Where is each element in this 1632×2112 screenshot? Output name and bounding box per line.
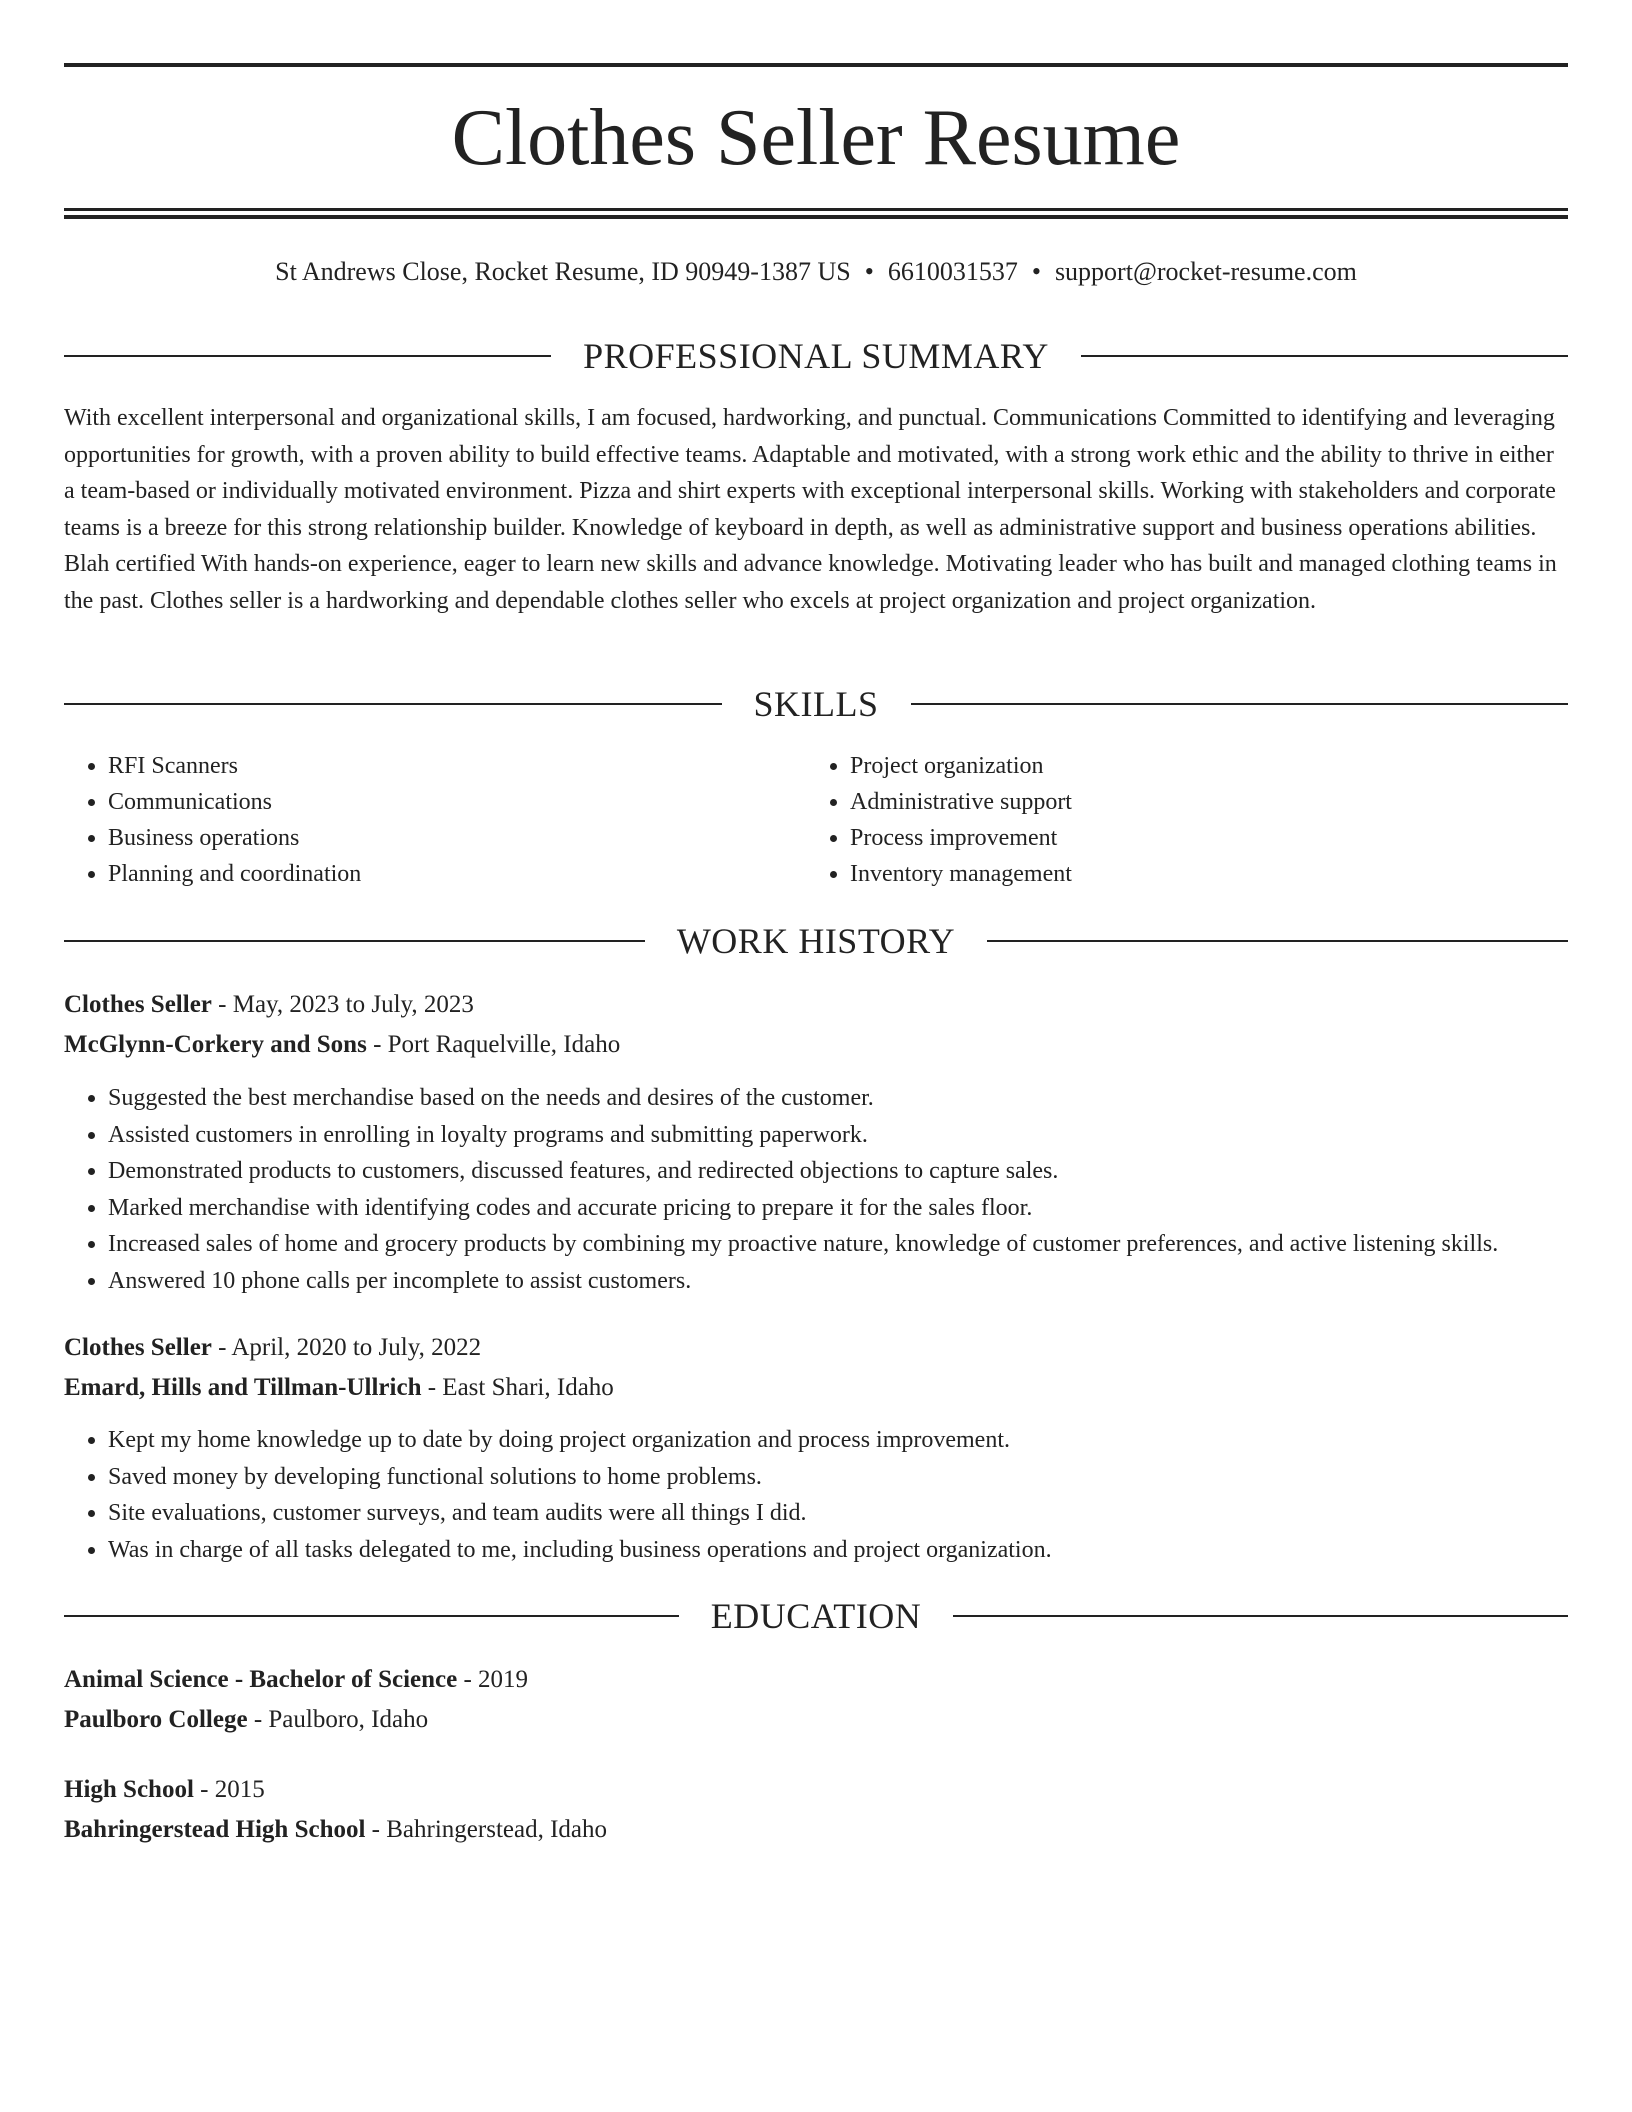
top-rule [64, 63, 1568, 67]
edu-1-degree-line [64, 1662, 528, 1698]
edu-degree: High School [64, 1776, 194, 1803]
edu-2-school-line [64, 1812, 607, 1848]
edu-school: Bahringerstead High School [64, 1816, 366, 1843]
job-location: - East Shari, Idaho [421, 1374, 614, 1401]
section-header-summary [64, 334, 1568, 378]
job-2-bullets [64, 1422, 1612, 1568]
job-bullet: • Marked merchandise with identifying codes and accurate pricing to prepare it for the sales floor. [108, 1190, 1612, 1227]
job-bullet: • Answered 10 phone calls per incomplete to assist customers. [108, 1263, 1612, 1300]
title-rule-lower [64, 215, 1568, 219]
skill-item: • Planning and coordination [108, 856, 361, 892]
section-title-skills: SKILLS [753, 684, 879, 724]
contact-phone: 6610031537 [887, 257, 1018, 286]
job-bullet: • Kept my home knowledge up to date by doing project organization and process improvement. [108, 1422, 1612, 1459]
skill-item: • Inventory management [850, 856, 1072, 892]
section-header-education [64, 1594, 1568, 1638]
section-header-work [64, 919, 1568, 963]
section-title-work: WORK HISTORY [676, 921, 956, 961]
section-rule [64, 703, 722, 705]
section-rule [64, 355, 551, 357]
edu-location: - Paulboro, Idaho [247, 1706, 429, 1733]
job-bullet: • Demonstrated products to customers, discussed features, and redirected objections to capture sales. [108, 1153, 1612, 1190]
edu-2-degree-line [64, 1772, 265, 1808]
contact-separator: • [864, 257, 874, 286]
skills-list-right [806, 748, 1072, 892]
skill-item: • Project organization [850, 748, 1072, 784]
contact-separator: • [1031, 257, 1041, 286]
edu-1-school-line [64, 1702, 428, 1738]
edu-degree: Animal Science - Bachelor of Science [64, 1666, 458, 1693]
section-rule [64, 1615, 679, 1617]
job-2-title-line [64, 1330, 481, 1366]
edu-location: - Bahringerstead, Idaho [365, 1816, 607, 1843]
skill-item: • RFI Scanners [108, 748, 361, 784]
job-bullet: • Assisted customers in enrolling in loyalty programs and submitting paperwork. [108, 1117, 1612, 1154]
skill-item: • Administrative support [850, 784, 1072, 820]
job-2-company-line [64, 1370, 614, 1406]
section-title-summary: PROFESSIONAL SUMMARY [583, 336, 1049, 376]
job-bullet: • Saved money by developing functional solutions to home problems. [108, 1459, 1612, 1496]
edu-year: - 2019 [457, 1666, 529, 1693]
section-rule [64, 940, 645, 942]
section-rule [953, 1615, 1568, 1617]
skill-item: • Process improvement [850, 820, 1072, 856]
edu-school: Paulboro College [64, 1706, 248, 1733]
contact-email: support@rocket-resume.com [1054, 257, 1357, 286]
job-dates: - April, 2020 to July, 2022 [211, 1334, 482, 1361]
job-title: Clothes Seller [64, 1334, 212, 1361]
job-location: - Port Raquelville, Idaho [366, 1031, 621, 1058]
skill-item: • Business operations [108, 820, 361, 856]
title-rule-upper [64, 208, 1568, 211]
job-company: McGlynn-Corkery and Sons [64, 1031, 367, 1058]
job-bullet: • Was in charge of all tasks delegated to me, including business operations and project organization. [108, 1532, 1612, 1569]
job-bullet: • Increased sales of home and grocery products by combining my proactive nature, knowledge of customer preferences, and active listening skills. [108, 1226, 1612, 1263]
job-bullet: • Suggested the best merchandise based on the needs and desires of the customer. [108, 1080, 1612, 1117]
contact-address: St Andrews Close, Rocket Resume, ID 90949-1387 US [275, 257, 851, 286]
section-title-education: EDUCATION [710, 1596, 922, 1636]
job-company: Emard, Hills and Tillman-Ullrich [64, 1374, 422, 1401]
section-rule [1081, 355, 1568, 357]
section-header-skills [64, 682, 1568, 726]
section-rule [987, 940, 1568, 942]
job-dates: - May, 2023 to July, 2023 [211, 991, 474, 1018]
job-1-company-line [64, 1027, 620, 1063]
job-bullet: • Site evaluations, customer surveys, and team audits were all things I did. [108, 1495, 1612, 1532]
skills-list-left [64, 748, 361, 892]
job-1-title-line [64, 987, 474, 1023]
section-rule [911, 703, 1569, 705]
contact-line [64, 254, 1568, 290]
job-1-bullets [64, 1080, 1612, 1299]
edu-year: - 2015 [193, 1776, 265, 1803]
summary-text: With excellent interpersonal and organizational skills, I am focused, hardworking, and punctual. Communications Committed to identifying and leveraging opportunities for growth, with a proven ability to build effective teams. Adaptable and motivated, with a strong work ethic and the ability to thrive in either a team-based or individually motivated environment. Pizza and shirt experts with exceptional interpersonal skills. Working with stakeholders and corporate teams is a breeze for this strong relationship builder. Knowledge of keyboard in depth, as well as administrative support and business operations abilities. Blah certified With hands-on experience, eager to learn new skills and advance knowledge. Motivating leader who has built and managed clothing teams in the past. Clothes seller is a hardworking and dependable clothes seller who excels at project organization and project organization. [64, 405, 1557, 614]
resume-title: Clothes Seller Resume [451, 94, 1181, 182]
skill-item: • Communications [108, 784, 361, 820]
job-title: Clothes Seller [64, 991, 212, 1018]
